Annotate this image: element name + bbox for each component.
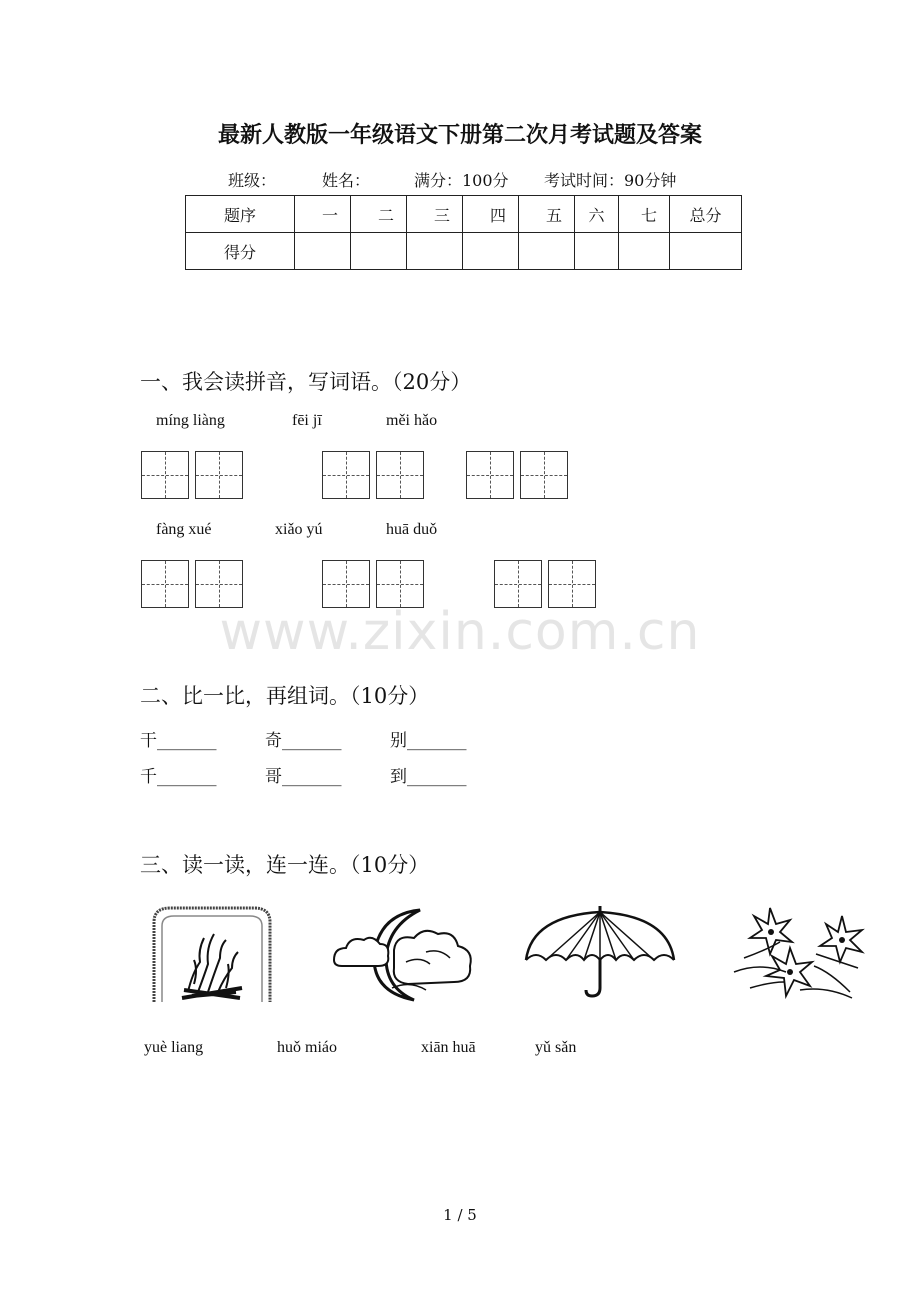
writing-grid-box[interactable] (376, 451, 424, 499)
umbrella-picture[interactable] (522, 904, 678, 1000)
score-header-cell: 一 (295, 196, 351, 233)
writing-grid-box[interactable] (195, 560, 243, 608)
pinyin-label: měi hǎo (386, 412, 438, 429)
section2-heading: 二、比一比，再组词。（10分） (140, 684, 430, 708)
score-input-cell (519, 233, 575, 270)
word-blank[interactable]: 别_______ (390, 731, 467, 751)
score-header-cell: 三 (407, 196, 463, 233)
flower-picture[interactable] (730, 902, 872, 1002)
matching-word[interactable]: yǔ sǎn (535, 1039, 577, 1056)
writing-grid-box[interactable] (195, 451, 243, 499)
name-label: 姓名： (322, 171, 371, 190)
score-header-cell: 总分 (670, 196, 742, 233)
score-row-label: 得分 (186, 233, 295, 270)
score-input-cell (463, 233, 519, 270)
pinyin-label: fēi jī (292, 412, 322, 429)
pinyin-label: fàng xué (156, 521, 212, 538)
score-table-score-row (186, 233, 742, 270)
watermark: www.zixin.com.cn (219, 602, 701, 662)
pinyin-label: míng liàng (156, 412, 225, 429)
writing-grid-box[interactable] (494, 560, 542, 608)
word-blank[interactable]: 哥_______ (265, 767, 342, 787)
score-input-cell (619, 233, 670, 270)
score-input-cell (407, 233, 463, 270)
score-input-cell (295, 233, 351, 270)
word-blank[interactable]: 干_______ (140, 731, 217, 751)
moon-picture[interactable] (330, 904, 478, 1004)
score-header-cell: 四 (463, 196, 519, 233)
writing-grid-box[interactable] (141, 560, 189, 608)
full-score: 满分：100分 (414, 171, 509, 190)
score-input-cell (351, 233, 407, 270)
writing-grid-box[interactable] (376, 560, 424, 608)
writing-grid-box[interactable] (322, 560, 370, 608)
score-table-header-row (186, 196, 742, 233)
fire-picture[interactable] (148, 904, 276, 1004)
class-label: 班级： (228, 171, 277, 190)
matching-word[interactable]: yuè liang (144, 1039, 204, 1056)
writing-grid-box[interactable] (466, 451, 514, 499)
matching-word[interactable]: xiān huā (421, 1039, 476, 1056)
writing-grid-box[interactable] (141, 451, 189, 499)
word-blank[interactable]: 奇_______ (265, 731, 342, 751)
score-input-cell (575, 233, 619, 270)
matching-word[interactable]: huǒ miáo (277, 1039, 337, 1056)
score-header-cell: 二 (351, 196, 407, 233)
section3-heading: 三、读一读，连一连。（10分） (140, 853, 430, 877)
pinyin-label: huā duǒ (386, 521, 438, 538)
score-table (185, 195, 742, 270)
word-blank[interactable]: 千_______ (140, 767, 217, 787)
exam-time: 考试时间：90分钟 (544, 171, 677, 190)
writing-grid-box[interactable] (548, 560, 596, 608)
writing-grid-box[interactable] (322, 451, 370, 499)
section1-heading: 一、我会读拼音，写词语。（20分） (140, 370, 472, 394)
word-blank[interactable]: 到_______ (390, 767, 467, 787)
score-header-cell: 六 (575, 196, 619, 233)
pinyin-label: xiǎo yú (275, 521, 323, 538)
score-header-cell: 题序 (186, 196, 295, 233)
score-header-cell: 五 (519, 196, 575, 233)
writing-grid-box[interactable] (520, 451, 568, 499)
score-header-cell: 七 (619, 196, 670, 233)
page-number: 1 / 5 (443, 1206, 477, 1224)
page-title: 最新人教版一年级语文下册第二次月考试题及答案 (217, 122, 702, 148)
score-input-cell (670, 233, 742, 270)
